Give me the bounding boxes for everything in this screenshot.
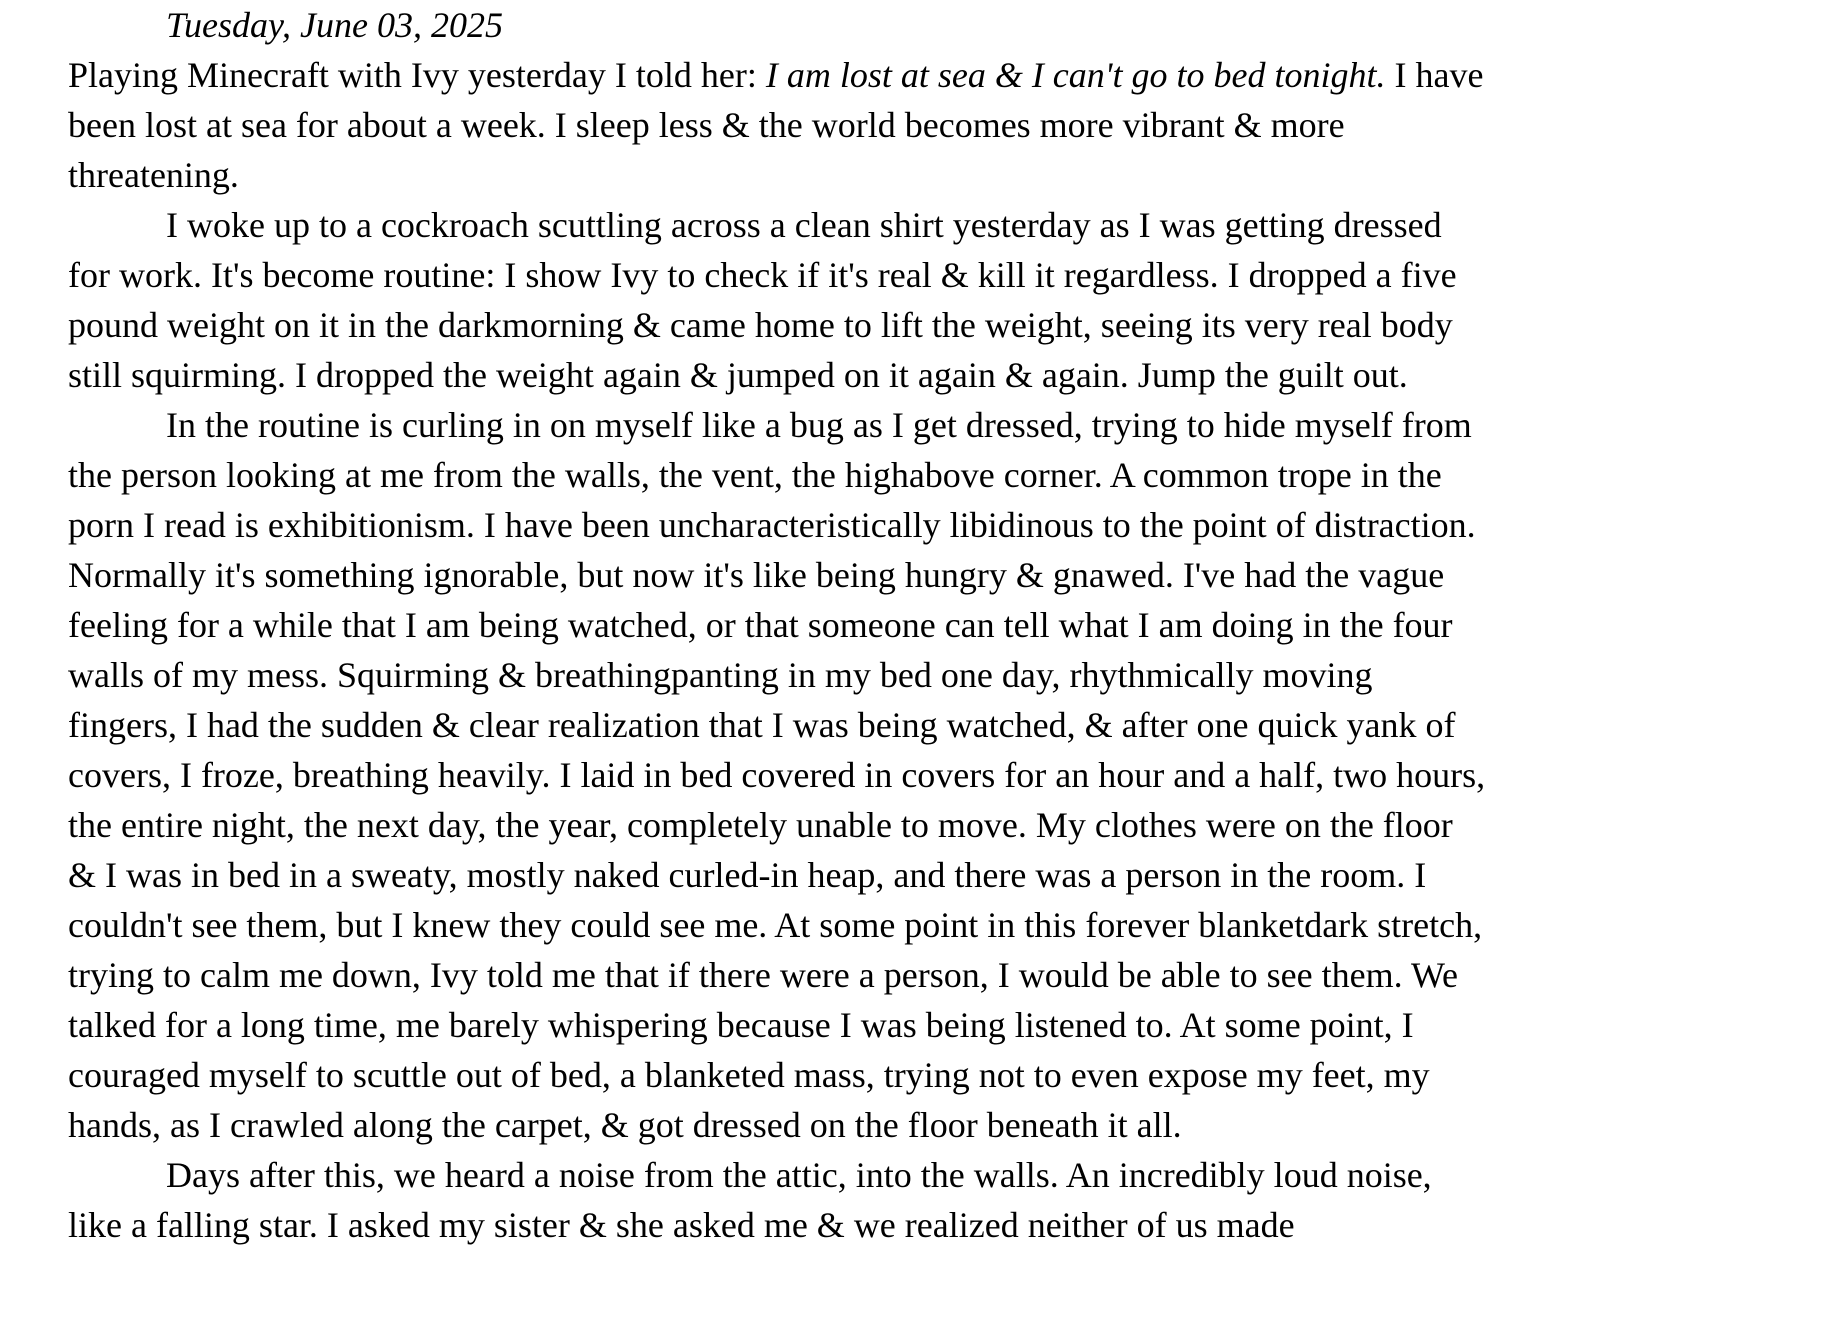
paragraph-1-quote: I am lost at sea & I can't go to bed tonight. [765,55,1386,95]
paragraph-3: In the routine is curling in on myself like a bug as I get dressed, trying to hide myself from the person looking at me from the walls, the vent, the highabove corner. A common trope in the porn I read is exhibitionism. I have been uncharacteristically libidinous to the point of distraction. Normally it's something ignorable, but now it's like being hungry & gnawed. I've had the vague feeling for a while that I am being watched, or that someone can tell what I am doing in the four walls of my mess. Squirming & breathingpanting in my bed one day, rhythmically moving fingers, I had the sudden & clear realization that I was being watched, & after one quick yank of covers, I froze, breathing heavily. I laid in bed covered in covers for an hour and a half, two hours, the entire night, the next day, the year, completely unable to move. My clothes were on the floor & I was in bed in a sweaty, mostly naked curled-in heap, and there was a person in the room. I couldn't see them, but I knew they could see me. At some point in this forever blanketdark stretch, trying to calm me down, Ivy told me that if there were a person, I would be able to see them. We talked for a long time, me barely whispering because I was being listened to. At some point, I couraged myself to scuttle out of bed, a blanketed mass, trying not to even expose my feet, my hands, as I crawled along the carpet, & got dressed on the floor beneath it all. [68,405,1486,1145]
paragraph-1-tail: I have been lost at sea for about a week. I sleep less & the world becomes more vibrant & more threatening. [68,55,1484,195]
journal-document [68,0,1488,1250]
entry-date: Tuesday, June 03, 2025 [166,5,503,45]
paragraph-1-lead: Playing Minecraft with Ivy yesterday I told her: [68,55,766,95]
paragraph-2: I woke up to a cockroach scuttling across a clean shirt yesterday as I was getting dressed for work. It's become routine: I show Ivy to check if it's real & kill it regardless. I dropped a five pound weight on it in the darkmorning & came home to lift the weight, seeing its very real body still squirming. I dropped the weight again & jumped on it again & again. Jump the guilt out. [68,205,1457,395]
paragraph-1 [68,50,1488,200]
paragraph-4: Days after this, we heard a noise from the attic, into the walls. An incredibly loud noise, like a falling star. I asked my sister & she asked me & we realized neither of us made [68,1155,1432,1245]
